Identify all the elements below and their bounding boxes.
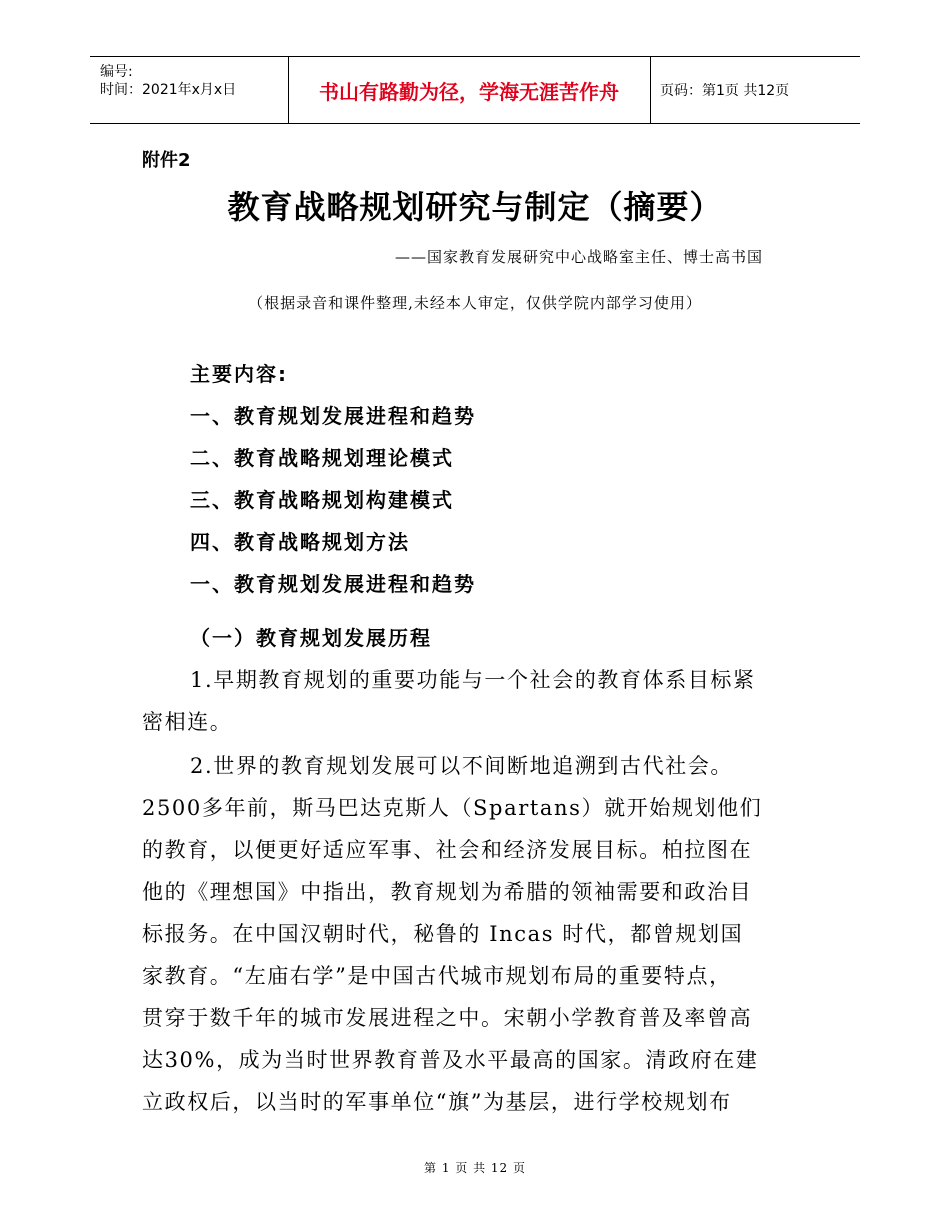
paragraph-line: 达30%，成为当时世界教育普及水平最高的国家。清政府在建 — [142, 1048, 759, 1072]
header-page-info: 页码：第1页 共12页 — [660, 83, 790, 99]
paragraph-line: 2500多年前，斯马巴达克斯人（Spartans）就开始规划他们 — [142, 796, 763, 820]
paragraph-line: 他的《理想国》中指出，教育规划为希腊的领袖需要和政治目 — [142, 880, 753, 904]
section-heading: 一、教育规划发展进程和趋势 — [190, 572, 476, 596]
paragraph-line: 的教育，以便更好适应军事、社会和经济发展目标。柏拉图在 — [142, 838, 753, 862]
paragraph-line: 家教育。“左庙右学”是中国古代城市规划布局的重要特点， — [142, 964, 732, 988]
paragraph-line: 1.早期教育规划的重要功能与一个社会的教育体系目标紧 — [190, 668, 756, 692]
toc-item: 四、教育战略规划方法 — [190, 530, 410, 554]
paragraph-line: 立政权后，以当时的军事单位“旗”为基层，进行学校规划布 — [142, 1090, 732, 1114]
header-meta — [90, 57, 288, 123]
toc-heading: 主要内容: — [190, 362, 288, 386]
paragraph-line: 密相连。 — [142, 710, 233, 734]
attachment-label: 附件2 — [142, 150, 191, 171]
paragraph-line: 2.世界的教育规划发展可以不间断地追溯到古代社会。 — [190, 754, 734, 778]
paragraph-line: 标报务。在中国汉朝时代，秘鲁的 Incas 时代，都曾规划国 — [142, 922, 744, 946]
serial-label: 编号: — [100, 64, 133, 80]
time-label: 时间：2021年x月x日 — [100, 82, 237, 98]
page-footer: 第 1 页 共 12 页 — [424, 1161, 526, 1175]
toc-item: 三、教育战略规划构建模式 — [190, 488, 454, 512]
header-motto: 书山有路勤为径，学海无涯苦作舟 — [319, 79, 619, 104]
source-note: （根据录音和课件整理,未经本人审定，仅供学院内部学习使用） — [248, 294, 702, 312]
subsection-heading: （一）教育规划发展历程 — [190, 626, 432, 650]
toc-item: 二、教育战略规划理论模式 — [190, 446, 454, 470]
document-title: 教育战略规划研究与制定（摘要） — [227, 188, 723, 226]
author-line: ——国家教育发展研究中心战略室主任、博士高书国 — [394, 248, 763, 266]
document-header — [90, 56, 860, 124]
paragraph-line: 贯穿于数千年的城市发展进程之中。宋朝小学教育普及率曾高 — [142, 1006, 753, 1030]
toc-item: 一、教育规划发展进程和趋势 — [190, 404, 476, 428]
